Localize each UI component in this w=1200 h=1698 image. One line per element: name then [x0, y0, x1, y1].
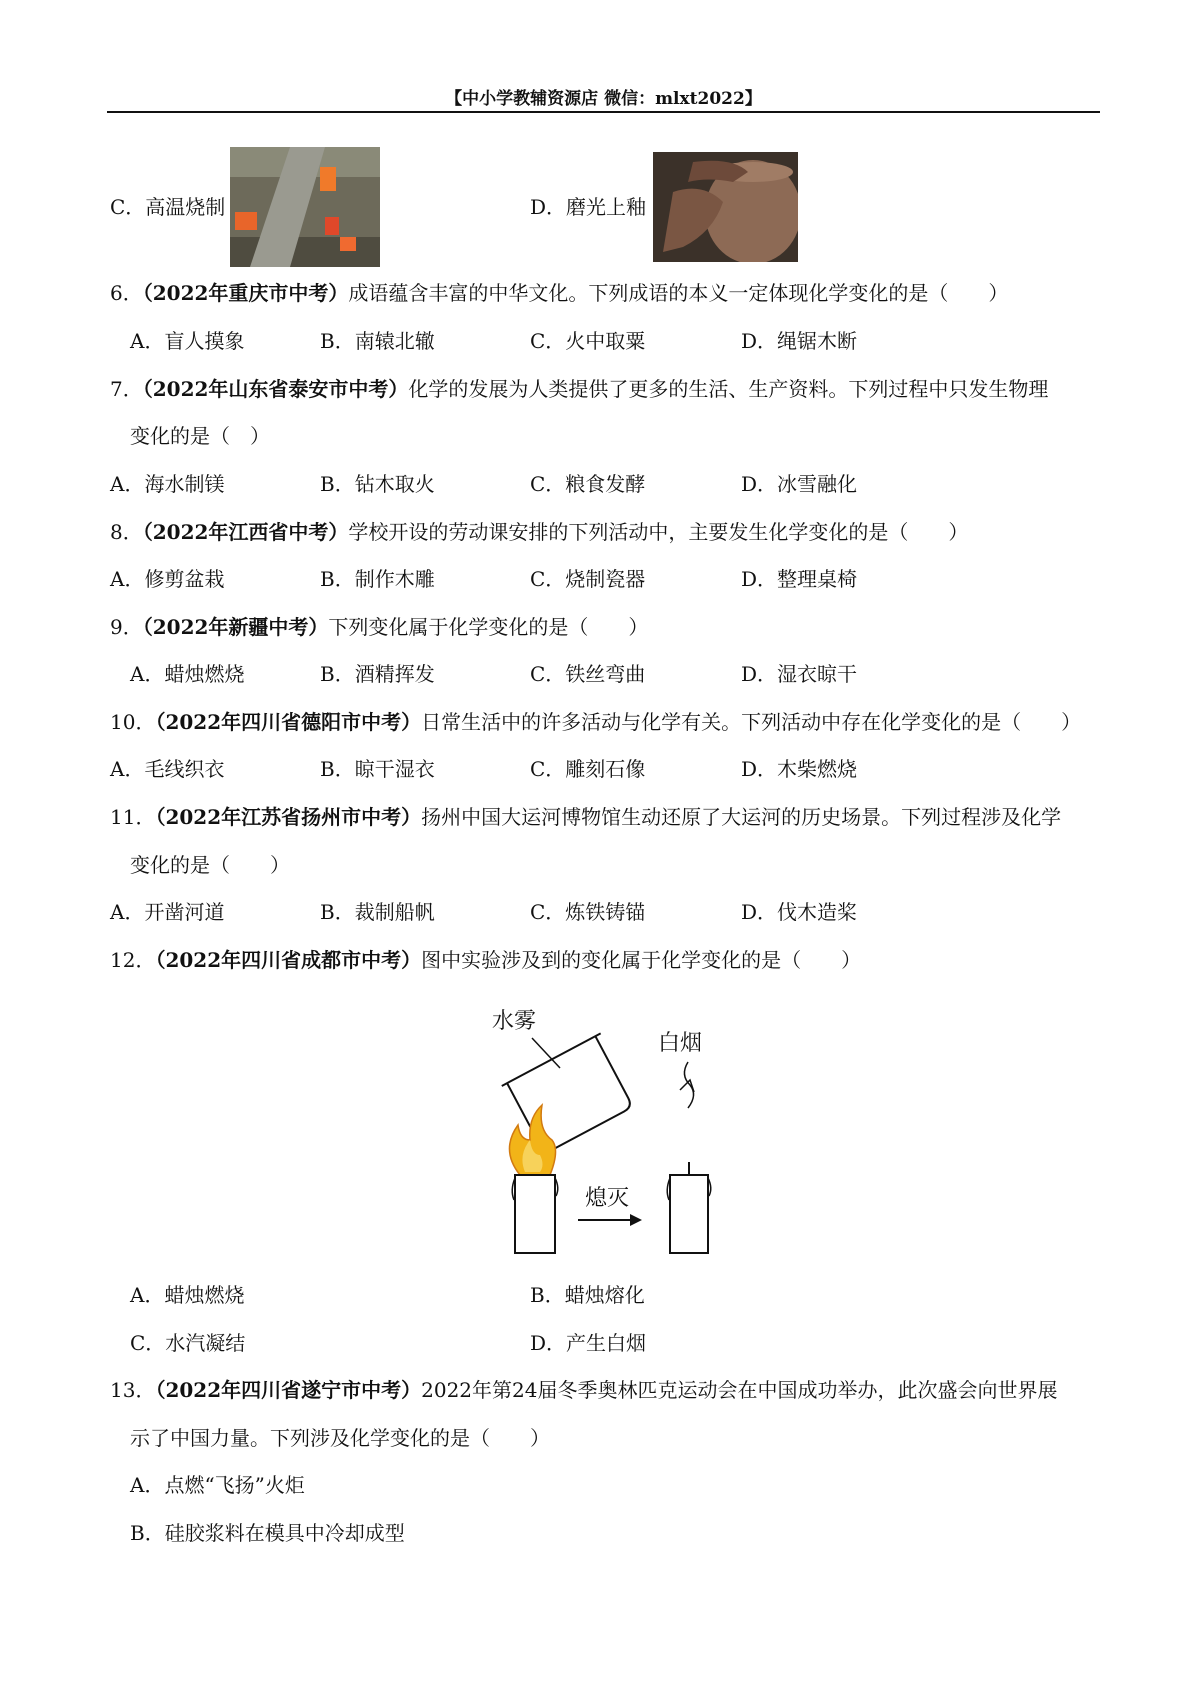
pottery-glazing-photo	[653, 152, 798, 262]
question-7-stem-cont: 变化的是（ ）	[130, 424, 270, 448]
question-11-stem-cont: 变化的是（ ）	[130, 853, 290, 877]
q7-option-a: A．海水制镁	[110, 472, 225, 496]
q5-option-c: C．高温烧制	[110, 195, 226, 219]
q9-option-d: D．湿衣晾干	[741, 662, 858, 686]
label-white-smoke: 白烟	[658, 1031, 703, 1056]
q13-option-b: B．硅胶浆料在模具中冷却成型	[130, 1521, 405, 1545]
header-rule	[107, 111, 1100, 113]
q9-option-b: B．酒精挥发	[320, 662, 435, 686]
q12-option-a: A．蜡烛燃烧	[130, 1283, 245, 1307]
q13-option-a: A．点燃“飞扬”火炬	[130, 1473, 305, 1497]
kiln-firing-photo	[230, 147, 380, 267]
question-7-stem: 7．（2022年山东省泰安市中考）化学的发展为人类提供了更多的生活、生产资料。下列过程中只发生物理	[110, 377, 1049, 401]
q7-option-d: D．冰雪融化	[741, 472, 858, 496]
q8-option-a: A．修剪盆栽	[110, 567, 225, 591]
label-water-mist: 水雾	[492, 1009, 537, 1034]
candle-experiment-figure	[480, 1000, 740, 1265]
q8-option-d: D．整理桌椅	[741, 567, 858, 591]
q10-option-d: D．木柴燃烧	[741, 757, 858, 781]
question-12-stem: 12．（2022年四川省成都市中考）图中实验涉及到的变化属于化学变化的是（ ）	[110, 948, 862, 972]
question-10-stem: 10．（2022年四川省德阳市中考）日常生活中的许多活动与化学有关。下列活动中存在化学变化的是（ ）	[110, 710, 1082, 734]
q6-option-b: B．南辕北辙	[320, 329, 435, 353]
question-13-stem: 13．（2022年四川省遂宁市中考）2022年第24届冬季奥林匹克运动会在中国成功举办，此次盛会向世界展	[110, 1378, 1058, 1402]
question-13-stem-cont: 示了中国力量。下列涉及化学变化的是（ ）	[130, 1426, 550, 1450]
question-9-stem: 9．（2022年新疆中考）下列变化属于化学变化的是（ ）	[110, 615, 649, 639]
q11-option-c: C．炼铁铸锚	[530, 900, 646, 924]
q6-option-a: A．盲人摸象	[130, 329, 245, 353]
question-11-stem: 11．（2022年江苏省扬州市中考）扬州中国大运河博物馆生动还原了大运河的历史场景。下列过程涉及化学	[110, 805, 1062, 829]
q12-option-c: C．水汽凝结	[130, 1331, 246, 1355]
page-header: 【中小学教辅资源店 微信：mlxt2022】	[445, 89, 762, 109]
q7-option-c: C．粮食发酵	[530, 472, 646, 496]
label-extinguish: 熄灭	[585, 1186, 630, 1211]
q9-option-a: A．蜡烛燃烧	[130, 662, 245, 686]
q12-option-d: D．产生白烟	[530, 1331, 647, 1355]
q6-option-d: D．绳锯木断	[741, 329, 858, 353]
q10-option-c: C．雕刻石像	[530, 757, 646, 781]
question-8-stem: 8．（2022年江西省中考）学校开设的劳动课安排的下列活动中，主要发生化学变化的是（ ）	[110, 520, 969, 544]
q12-option-b: B．蜡烛熔化	[530, 1283, 645, 1307]
q9-option-c: C．铁丝弯曲	[530, 662, 646, 686]
q11-option-b: B．裁制船帆	[320, 900, 435, 924]
q11-option-a: A．开凿河道	[110, 900, 225, 924]
q6-option-c: C．火中取粟	[530, 329, 646, 353]
q8-option-c: C．烧制瓷器	[530, 567, 646, 591]
q7-option-b: B．钻木取火	[320, 472, 435, 496]
question-6-stem: 6．（2022年重庆市中考）成语蕴含丰富的中华文化。下列成语的本义一定体现化学变化的是（ ）	[110, 281, 1009, 305]
q10-option-b: B．晾干湿衣	[320, 757, 435, 781]
q5-option-d: D．磨光上釉	[530, 195, 647, 219]
q11-option-d: D．伐木造桨	[741, 900, 858, 924]
q10-option-a: A．毛线织衣	[110, 757, 225, 781]
q8-option-b: B．制作木雕	[320, 567, 435, 591]
